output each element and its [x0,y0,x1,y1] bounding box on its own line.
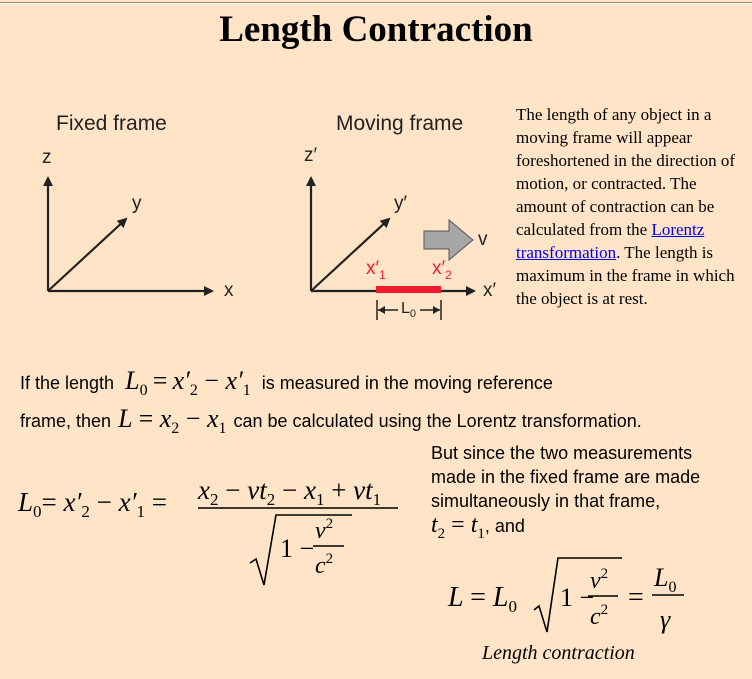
svg-text:1 −: 1 − [280,534,315,563]
fixed-frame-axes [48,178,212,291]
fixed-z-label: z [42,147,52,168]
lorentz-equation [0,455,430,605]
side-line-4: $t_2 = t_1$, and [431,512,525,542]
line1-suffix: is measured in the moving reference [261,373,553,393]
fixed-x-label: x [224,280,234,301]
page-title: Length Contraction [219,9,533,50]
side-line-3: simultaneously in that frame, [431,491,661,511]
fixed-frame-label: Fixed frame [56,112,167,135]
velocity-label: v [478,229,488,250]
line1-prefix: If the length [20,373,115,393]
moving-rod [376,286,441,293]
velocity-arrow-icon [424,220,473,260]
svg-text:=: = [628,582,644,613]
moving-y-label: y′ [394,193,408,214]
moving-z-label: z′ [304,145,318,166]
svg-text:L0: $L_0$ [654,563,677,596]
line2-prefix: frame, then [20,411,112,431]
svg-text:γ: γ [660,605,671,634]
fixed-y-label: y [132,193,142,214]
caption: Length contraction [482,642,635,664]
l0-label: $L_0$ [401,300,417,321]
svg-text:v2: $v^2$ [315,516,334,544]
svg-text:v2: $v^2$ [590,566,609,594]
text-line-1 [20,366,553,400]
svg-text:1 −: 1 − [560,583,595,612]
text-line-2 [20,404,642,438]
l-equation: $L = x_2 - x_1$ [118,404,227,438]
side-line-2: made in the fixed frame are made [431,467,701,487]
l0-equation: $L_0 = x'_2 - x'_1$ [125,366,251,400]
contraction-equation [440,548,740,640]
side-text [431,441,731,546]
description-paragraph: The length of any object in a moving frame will appear foreshortened in the direction of motion, or contracted. The amount of contraction can be calculated from the Lorentz transformation. The length is maximum in the frame in which the object is at rest. [516,105,736,308]
side-line-1: But since the two measurements [431,443,693,463]
svg-text:L0= x′2 − x′1 =: $L_0= x'_2 - x'_1$ = [18,487,168,521]
svg-text:x2 − vt2 − x1 + vt1: $x_2 - vt_2 - x_1 + vt_1$ [198,475,382,509]
x2-label: $x'_2$ [432,258,452,282]
svg-text:c2: $c^2$ [315,551,334,579]
x1-label: $x'_1$ [366,258,386,282]
line2-suffix: can be calculated using the Lorentz transformation. [233,411,642,431]
lorentz-link[interactable]: Lorentz transformation [516,220,705,262]
moving-frame-label: Moving frame [336,112,464,135]
moving-x-label: x′ [483,280,497,301]
svg-text:c2: $c^2$ [590,602,609,630]
svg-text:L = L0: $L = L_0$ [448,582,517,616]
